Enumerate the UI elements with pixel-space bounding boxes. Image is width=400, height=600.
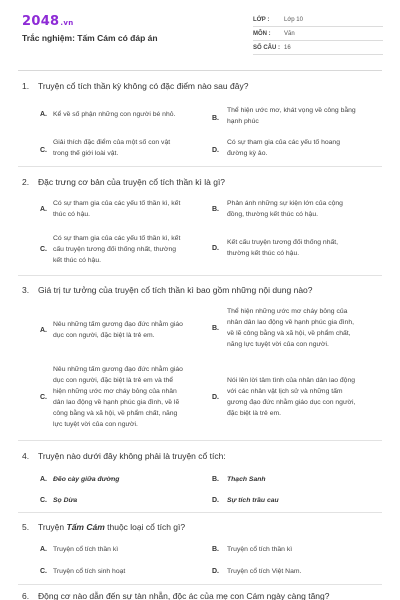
question-title: 1. Truyện cổ tích thần kỳ không có đặc điểm nào sau đây? [22,81,249,91]
header-divider [18,70,382,71]
question-title: 6. Động cơ nào dẫn đến sự tàn nhẫn, độc ác của mẹ con Cám ngày càng tăng? [22,591,330,600]
question-6 [22,590,382,600]
question-4 [22,450,382,462]
question-title: 3. Giá trị tư tưởng của truyện cổ tích thần kì bao gồm những nội dung nào? [22,285,313,295]
meta-row-subject: MÔN : Văn [253,28,383,41]
question-divider [18,512,382,513]
meta-row-class: LỚP : Lớp 10 [253,14,383,27]
question-1 [22,80,382,92]
question-title: 4. Truyện nào dưới đây không phải là truyện cổ tích: [22,451,226,461]
question-title: 5. Truyện Tấm Cám thuộc loại cổ tích gì? [22,522,186,532]
question-divider [18,275,382,276]
question-divider [18,584,382,585]
header [0,0,400,70]
question-5 [22,521,382,533]
question-divider [18,166,382,167]
quiz-title: Trắc nghiệm: Tấm Cám có đáp án [22,33,158,43]
meta-row-count: SỐ CÂU : 16 [253,42,383,55]
question-divider [18,440,382,441]
question-title: 2. Đặc trưng cơ bản của truyện cổ tích thần kì là gì? [22,177,226,187]
site-logo[interactable]: 2048.vn [22,14,74,29]
question-2 [22,176,382,188]
question-3 [22,284,382,296]
